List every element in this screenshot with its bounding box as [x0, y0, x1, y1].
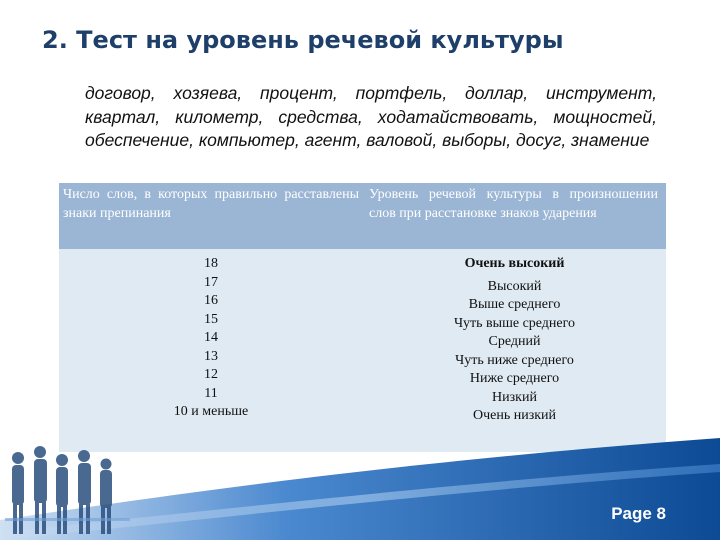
level-item: Выше среднего: [468, 297, 561, 312]
level-item: Чуть выше среднего: [453, 315, 576, 331]
level-item: Средний: [488, 334, 541, 349]
word-list: договор, хозяева, процент, портфель, доллар, инструмент, квартал, километр, средства, ходатайствовать, мощностей, обеспечение, компьютер, агент, валовой, выборы, досуг, знамение: [85, 83, 657, 150]
count-item: 12: [204, 367, 218, 382]
level-item: Высокий: [487, 278, 542, 294]
count-item: 10 и меньше: [173, 404, 249, 419]
count-item: 11: [204, 385, 218, 401]
header-culture-level: Уровень речевой культуры в произношении слов при расстановке знаков ударения: [363, 183, 666, 249]
page-number: Page 8: [611, 504, 666, 523]
count-item: 15: [204, 311, 218, 327]
score-table: [59, 183, 666, 452]
level-item: Ниже среднего: [469, 371, 560, 386]
count-item: 17: [204, 274, 218, 290]
table-header-row: [59, 183, 666, 249]
level-item: Чуть ниже среднего: [455, 352, 574, 368]
level-item: Очень низкий: [472, 408, 557, 423]
count-item: 13: [204, 348, 218, 364]
count-item: 18: [204, 256, 218, 271]
count-item: 14: [204, 330, 218, 345]
level-item: Низкий: [492, 389, 537, 405]
count-item: 16: [204, 293, 218, 308]
slide-title: 2. Тест на уровень речевой культуры: [42, 26, 564, 54]
header-word-count: Число слов, в которых правильно расставлены знаки препинания: [59, 183, 363, 249]
level-item: Очень высокий: [464, 256, 565, 271]
business-people-illustration: [0, 400, 140, 540]
